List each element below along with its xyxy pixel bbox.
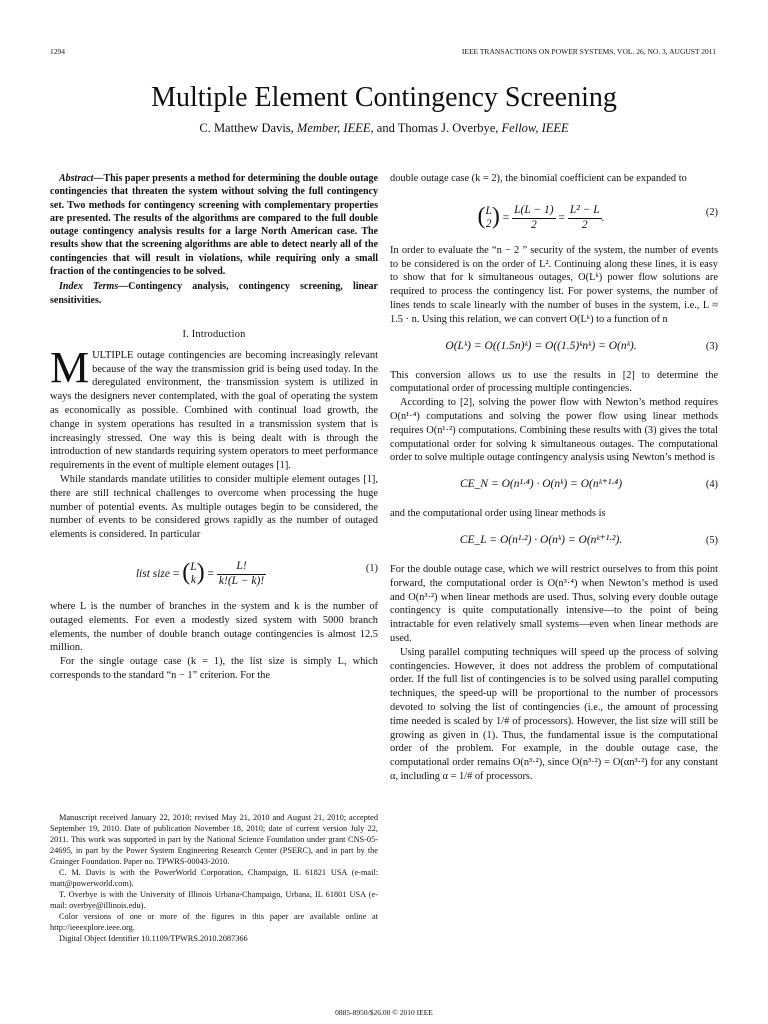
right-paragraph-7: Using parallel computing techniques will speed up the process of solving contingencies. However, it does not address the problem of computational order. If the full list of contingencies is to be solved using parallel computing techniques, the speed-up will be proportional to the number of processors devoted to solving the list of contingencies (i.e., the amount of processing time needed is scaled by 1/# of processors). However, the list size will still be growing as given in (1). Thus, the fundamental issue is the computational order of the problem. For example, in the double outage case, the computational order remains O(n³·²), since O(n³·²) = O(αn³·²) for any constant α, including α = 1/# of processors. [390,646,718,782]
equation-1-number: (1) [365,562,378,574]
right-column [390,172,718,784]
abstract-label: Abstract [59,173,94,184]
right-paragraph-3: This conversion allows us to use the results in [2] to determine the computational order of processing multiple contingencies. [390,369,718,395]
equation-1 [50,546,378,596]
equation-1-lhs: list size [135,567,171,580]
paper-title: Multiple Element Contingency Screening [151,82,617,113]
right-paragraph-1: double outage case (k = 2), the binomial coefficient can be expanded to [390,173,687,184]
author-2-role: Fellow, IEEE [501,121,569,135]
author-1-role: Member, IEEE, [296,121,374,135]
intro-paragraph-2: While standards mandate utilities to consider multiple element outages [1], there are still technical challenges to overcome when processing the huge number of potential events. As multiple outages begin to be considered, the number of events to be considered grows rapidly as the number of outaged elements is considered. In particular [50,473,378,541]
intro-paragraph-1-text: ULTIPLE outage contingencies are becoming increasingly relevant because of the way the transmission grid is being used today. In the deregulated environment, the transmission system is utilized in ways the designers never contemplated, with the goal of operating the system as economically as possible. Combined with continual load growth, the change in system operations has resulted in a transmission system that is increasingly stressed. One way this is being dealt with is through the introduction of new standards requiring system operators to meet performance requirements in the event of multiple element outages [1]. [50,349,378,472]
fraction-L-L-minus-1: $\frac{L(L - 1)}{2}$ [514,203,554,231]
equation-4 [390,469,718,503]
equation-3-body: O(Lᵏ) = O((1.5n)ᵏ) = O((1.5)ᵏnᵏ) = O(nᵏ). [445,339,637,352]
journal-header: IEEE TRANSACTIONS ON POWER SYSTEMS, VOL. 26, NO. 3, AUGUST 2011 [461,47,716,56]
equation-2-body: (L 2) = $\frac{L(L - 1)}{2}$ = $\frac{\text{L² − L}}{2}$ . [477,203,605,231]
author-line [0,121,768,136]
intro-paragraph-1 [50,342,378,473]
footnote-overbye: T. Overbye is with the University of Illinois Urbana-Champaign, Urbana, IL 61801 USA (e-mail: overbye@illinois.edu). [50,890,378,910]
author-2: Thomas J. Overbye, [397,121,499,135]
left-column [50,172,378,683]
index-terms [50,280,378,307]
footnote-davis: C. M. Davis is with the PowerWorld Corporation, Champaign, IL 61821 USA (e-mail: matt@powerworld.com). [50,868,378,888]
equation-5 [390,525,718,559]
copyright-footer: 0885-8950/$26.00 © 2010 IEEE [335,1008,433,1017]
equation-2-number: (2) [705,206,718,218]
equation-5-body: CE_L = O(n¹·²) · O(nᵏ) = O(nᵏ⁺¹·²). [459,533,623,546]
intro-paragraph-3: where L is the number of branches in the system and k is the number of outaged elements. For even a modestly sized system with 5000 branch elements, the number of double branch outage contingencies is almost 12.5 million. [50,600,378,654]
fraction-L2-minus-L: $\frac{\text{L² − L}}{2}$ [569,203,600,231]
section-heading-introduction: I. Introduction [182,328,246,340]
right-paragraph-6: For the double outage case, which we will restrict ourselves to from this point forward, the computational order is O(n³·⁴) when Newton’s method is used and O(n³·²) when linear methods are used. Thus, solving every double outage contingency is quite computationally intensive—to the point of being intractable for even relatively small systems—even when linear methods are used. [390,563,718,644]
footnotes [50,812,378,944]
intro-paragraph-4: For the single outage case (k = 1), the list size is simply L, which corresponds to the standard “n − 1” criterion. For the [50,656,378,681]
author-and: and [376,121,395,135]
equation-5-number: (5) [705,534,718,546]
equation-3 [390,331,718,365]
binomial-L-2: (L 2) [477,203,500,231]
equation-4-number: (4) [705,479,718,491]
abstract [50,172,378,278]
factorial-fraction: $\frac{L!}{k!(L - k)!}$ [218,559,265,587]
binomial-L-k: (L k) [182,559,205,587]
footnote-manuscript: Manuscript received January 22, 2010; revised May 21, 2010 and August 21, 2010; accepted September 19, 2010. Date of publication November 18, 2010; date of current version July 22, 2011. This work was supported in part by the National Science Foundation under grant CNS-05-24695, in part by the Power System Engineering Research Center (PSERC), and in part by the Grainger Foundation. Paper no. TPWRS-00043-2010. [50,813,378,866]
equation-3-number: (3) [705,340,718,352]
right-paragraph-5: and the computational order using linear methods is [390,508,606,520]
drop-cap: M [50,342,90,392]
right-paragraph-4: According to [2], solving the power flow with Newton’s method requires O(n¹·⁴) computations and solving the power flow using linear methods requires O(n¹·²) computations. Combining these results with (3) gives the total computational order for solving k simultaneous outages. The computational order to solve multiple outage contingency analysis using Newton’s method is [390,397,718,464]
footnote-doi: Digital Object Identifier 10.1109/TPWRS.2010.2087366 [59,934,248,943]
author-1: C. Matthew Davis, [199,121,294,135]
equation-1-body: list size = (L k) = $\frac{L!}{k!(L - k)!}$ [135,559,265,587]
equation-4-body: CE_N = O(n¹·⁴) · O(nᵏ) = O(nᵏ⁺¹·⁴) [459,478,623,491]
index-terms-label: Index Terms [59,281,119,293]
page-number: 1294 [50,47,65,56]
equation-2 [390,190,718,240]
abstract-text: —This paper presents a method for determining the double outage contingencies that threaten the system without solving the full contingency set. Two methods for contingency screening with complementary properties are presented. The results of the algorithms are compared to the full double outage contingency analysis results for a large North American case. The results show that the screening algorithms are able to detect nearly all of the contingencies that will result in violations, while requiring only a small fraction of the contingencies to be solved. [50,173,378,278]
right-paragraph-2: In order to evaluate the “n − 2 ” security of the system, the number of events to be considered is on the order of L². Continuing along these lines, it is easy to show that for k simultaneous outages, O(Lᵏ) power flow solutions are required to process the contingency list. For power systems, the number of lines tends to scale linearly with the number of buses in the system, i.e., L ≈ 1.5 · n. Using this relation, we can convert O(Lᵏ) to a function of n [390,244,718,325]
index-terms-text: —Contingency analysis, contingency screening, linear sensitivities. [50,281,378,306]
footnote-color: Color versions of one or more of the figures in this paper are available online at http://ieeexplore.ieee.org. [50,912,378,932]
